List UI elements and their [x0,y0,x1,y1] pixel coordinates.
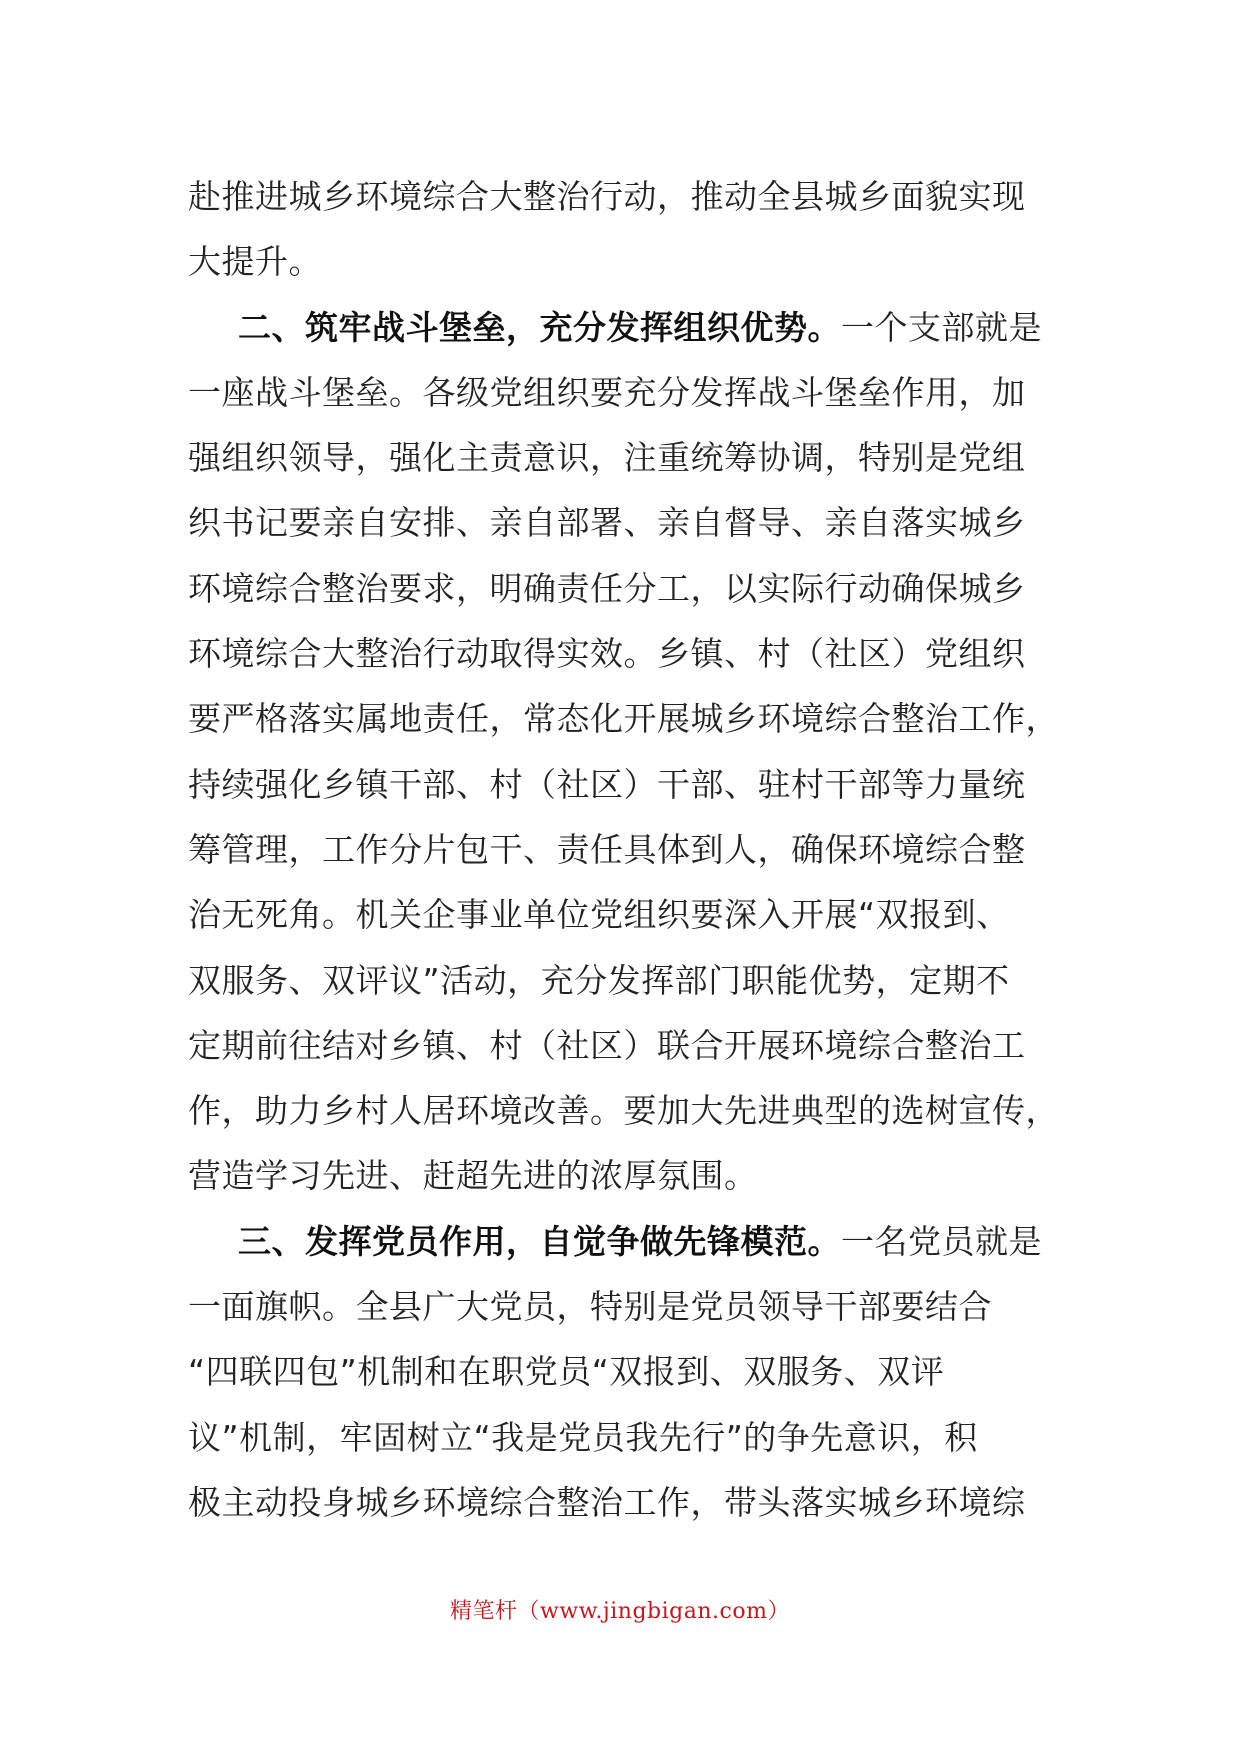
text-line: 强组织领导，强化主责意识，注重统筹协调，特别是党组 [188,438,1026,478]
text-line: 持续强化乡镇干部、村（社区）干部、驻村干部等力量统 [188,764,1026,804]
section-heading-3: 三、发挥党员作用，自觉争做先锋模范。 [238,1221,841,1261]
body-text [188,164,1058,1535]
text-line: 环境综合整治要求，明确责任分工，以实际行动确保城乡 [188,568,1026,608]
text-line: 环境综合大整治行动取得实效。乡镇、村（社区）党组织 [188,634,1026,674]
section-heading-line: 三、发挥党员作用，自觉争做先锋模范。一名党员就是 [238,1221,1042,1261]
text-line: “四联四包”机制和在职党员“双报到、双服务、双评 [188,1352,945,1392]
footer-watermark-link[interactable]: 精笔杆（www.jingbigan.com） [450,1599,790,1624]
text-line: 赴推进城乡环境综合大整治行动，推动全县城乡面貌实现 [188,177,1026,216]
text-line: 营造学习先进、赶超先进的浓厚氛围。 [188,1156,758,1196]
text-line: 作，助力乡村人居环境改善。要加大先进典型的选树宣传， [188,1091,1059,1131]
text-line: 筹管理，工作分片包干、责任具体到人，确保环境综合整 [188,829,1026,869]
text-line: 治无死角。机关企事业单位党组织要深入开展“双报到、 [188,895,1010,935]
section-heading-2: 二、筑牢战斗堡垒，充分发挥组织优势。 [238,307,841,347]
text-line: 要严格落实属地责任，常态化开展城乡环境综合整治工作， [188,699,1059,739]
text-line: 一面旗帜。全县广大党员，特别是党员领导干部要结合 [188,1287,992,1327]
text-line: 双服务、双评议”活动，充分发挥部门职能优势，定期不 [188,960,1010,1000]
text-line: 定期前往结对乡镇、村（社区）联合开展环境综合整治工 [188,1025,1026,1065]
text-line: 大提升。 [188,242,322,282]
text-line: 织书记要亲自安排、亲自部署、亲自督导、亲自落实城乡 [188,503,1026,543]
text-line: 极主动投身城乡环境综合整治工作，带头落实城乡环境综 [188,1482,1026,1522]
section-heading-line: 二、筑牢战斗堡垒，充分发挥组织优势。一个支部就是 [238,307,1042,347]
text-line: 议”机制，牢固树立“我是党员我先行”的争先意识，积 [188,1417,978,1457]
text-line: 一座战斗堡垒。各级党组织要充分发挥战斗堡垒作用，加 [188,372,1026,412]
